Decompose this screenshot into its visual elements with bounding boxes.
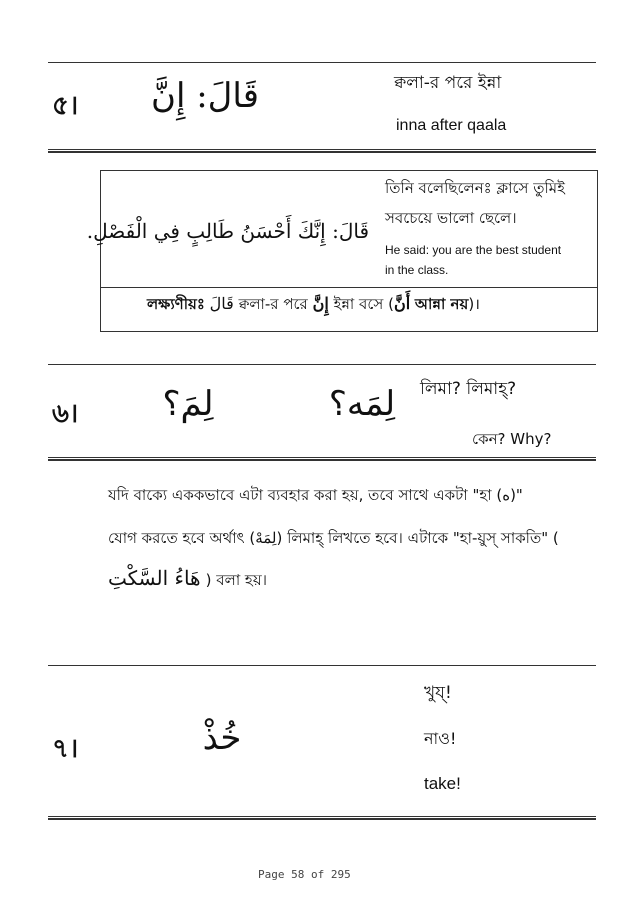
entry7-top-rule [48, 665, 596, 666]
entry-arabic-lima: لِمَ؟ [162, 384, 214, 424]
example-en-line1: He said: you are the best student [385, 243, 562, 257]
note-after: ইন্না বসে ( [333, 295, 394, 313]
example-bn-line2: সবচেয়ে ভালো ছেলে। [385, 209, 517, 227]
note-label: লক্ষ্যণীয়ঃ [147, 295, 205, 313]
note-inna: إِنَّ [312, 294, 329, 313]
example-en-line2: in the class. [385, 263, 449, 277]
page-footer: Page 58 of 295 [258, 868, 351, 881]
example-bn-line1: তিনি বলেছিলেনঃ ক্লাসে তুমিই [385, 179, 565, 197]
entry6-para-line2 [108, 527, 559, 552]
entry6-para-line3 [108, 566, 267, 594]
entry-title-bn: ক্বলা-র পরে ইন্না [394, 73, 502, 93]
note-anna: أَنَّ [393, 294, 411, 313]
entry-separator [48, 149, 596, 153]
entry-number-6: ৬। [52, 399, 79, 429]
note-line [147, 293, 587, 318]
entry7-en: take! [424, 774, 461, 793]
entry6-separator [48, 457, 596, 461]
entry-arabic-qaala-inna: قَالَ: إِنَّ [151, 76, 259, 116]
entry6-para-line1: যদি বাক্যে এককভাবে এটা ব্যবহার করা হয়, তবে সাথে একটা "হা (ه)" [108, 486, 523, 504]
entry7-sub-bn: নাও! [424, 729, 457, 748]
entry-arabic-khudh: خُذْ [202, 718, 242, 758]
para-line2-arabic: لِمَهْ [255, 529, 277, 547]
example-box [86, 170, 598, 332]
entry6-title-bn: লিমা? লিমাহ্? [420, 379, 517, 399]
para-line2-b: ) লিমাহ্ লিখতে হবে। এটাকে "হা-য়ুস্ সাকতি" ( [276, 529, 559, 547]
para-line3-arabic: هَاءُ السَّكْتِ [108, 566, 201, 590]
entry-arabic-limah: لِمَه؟ [328, 384, 396, 424]
note-qaala: قَالَ [209, 294, 234, 313]
para-line2-a: যোগ করতে হবে অর্থাৎ ( [108, 529, 256, 547]
top-rule [48, 62, 596, 63]
entry-title-en: inna after qaala [396, 117, 507, 134]
example-arabic: قَالَ: إِنَّكَ أَحْسَنُ طَالِبٍ فِي الْفَصْلِ. [86, 219, 369, 243]
entry-number-5: ৫। [52, 91, 79, 121]
note-bold: আন্না নয় [414, 295, 469, 313]
entry7-separator [48, 816, 596, 820]
entry-number-7: ৭। [52, 734, 79, 764]
note-mid: ক্বলা-র পরে [238, 295, 308, 313]
entry7-title-bn: খুয্! [424, 683, 452, 703]
entry6-sub: কেন? Why? [472, 430, 552, 448]
example-box-divider [101, 287, 597, 288]
note-end: )। [468, 295, 480, 313]
para-line3-b: ) বলা হয়। [205, 571, 268, 589]
entry6-top-rule [48, 364, 596, 365]
